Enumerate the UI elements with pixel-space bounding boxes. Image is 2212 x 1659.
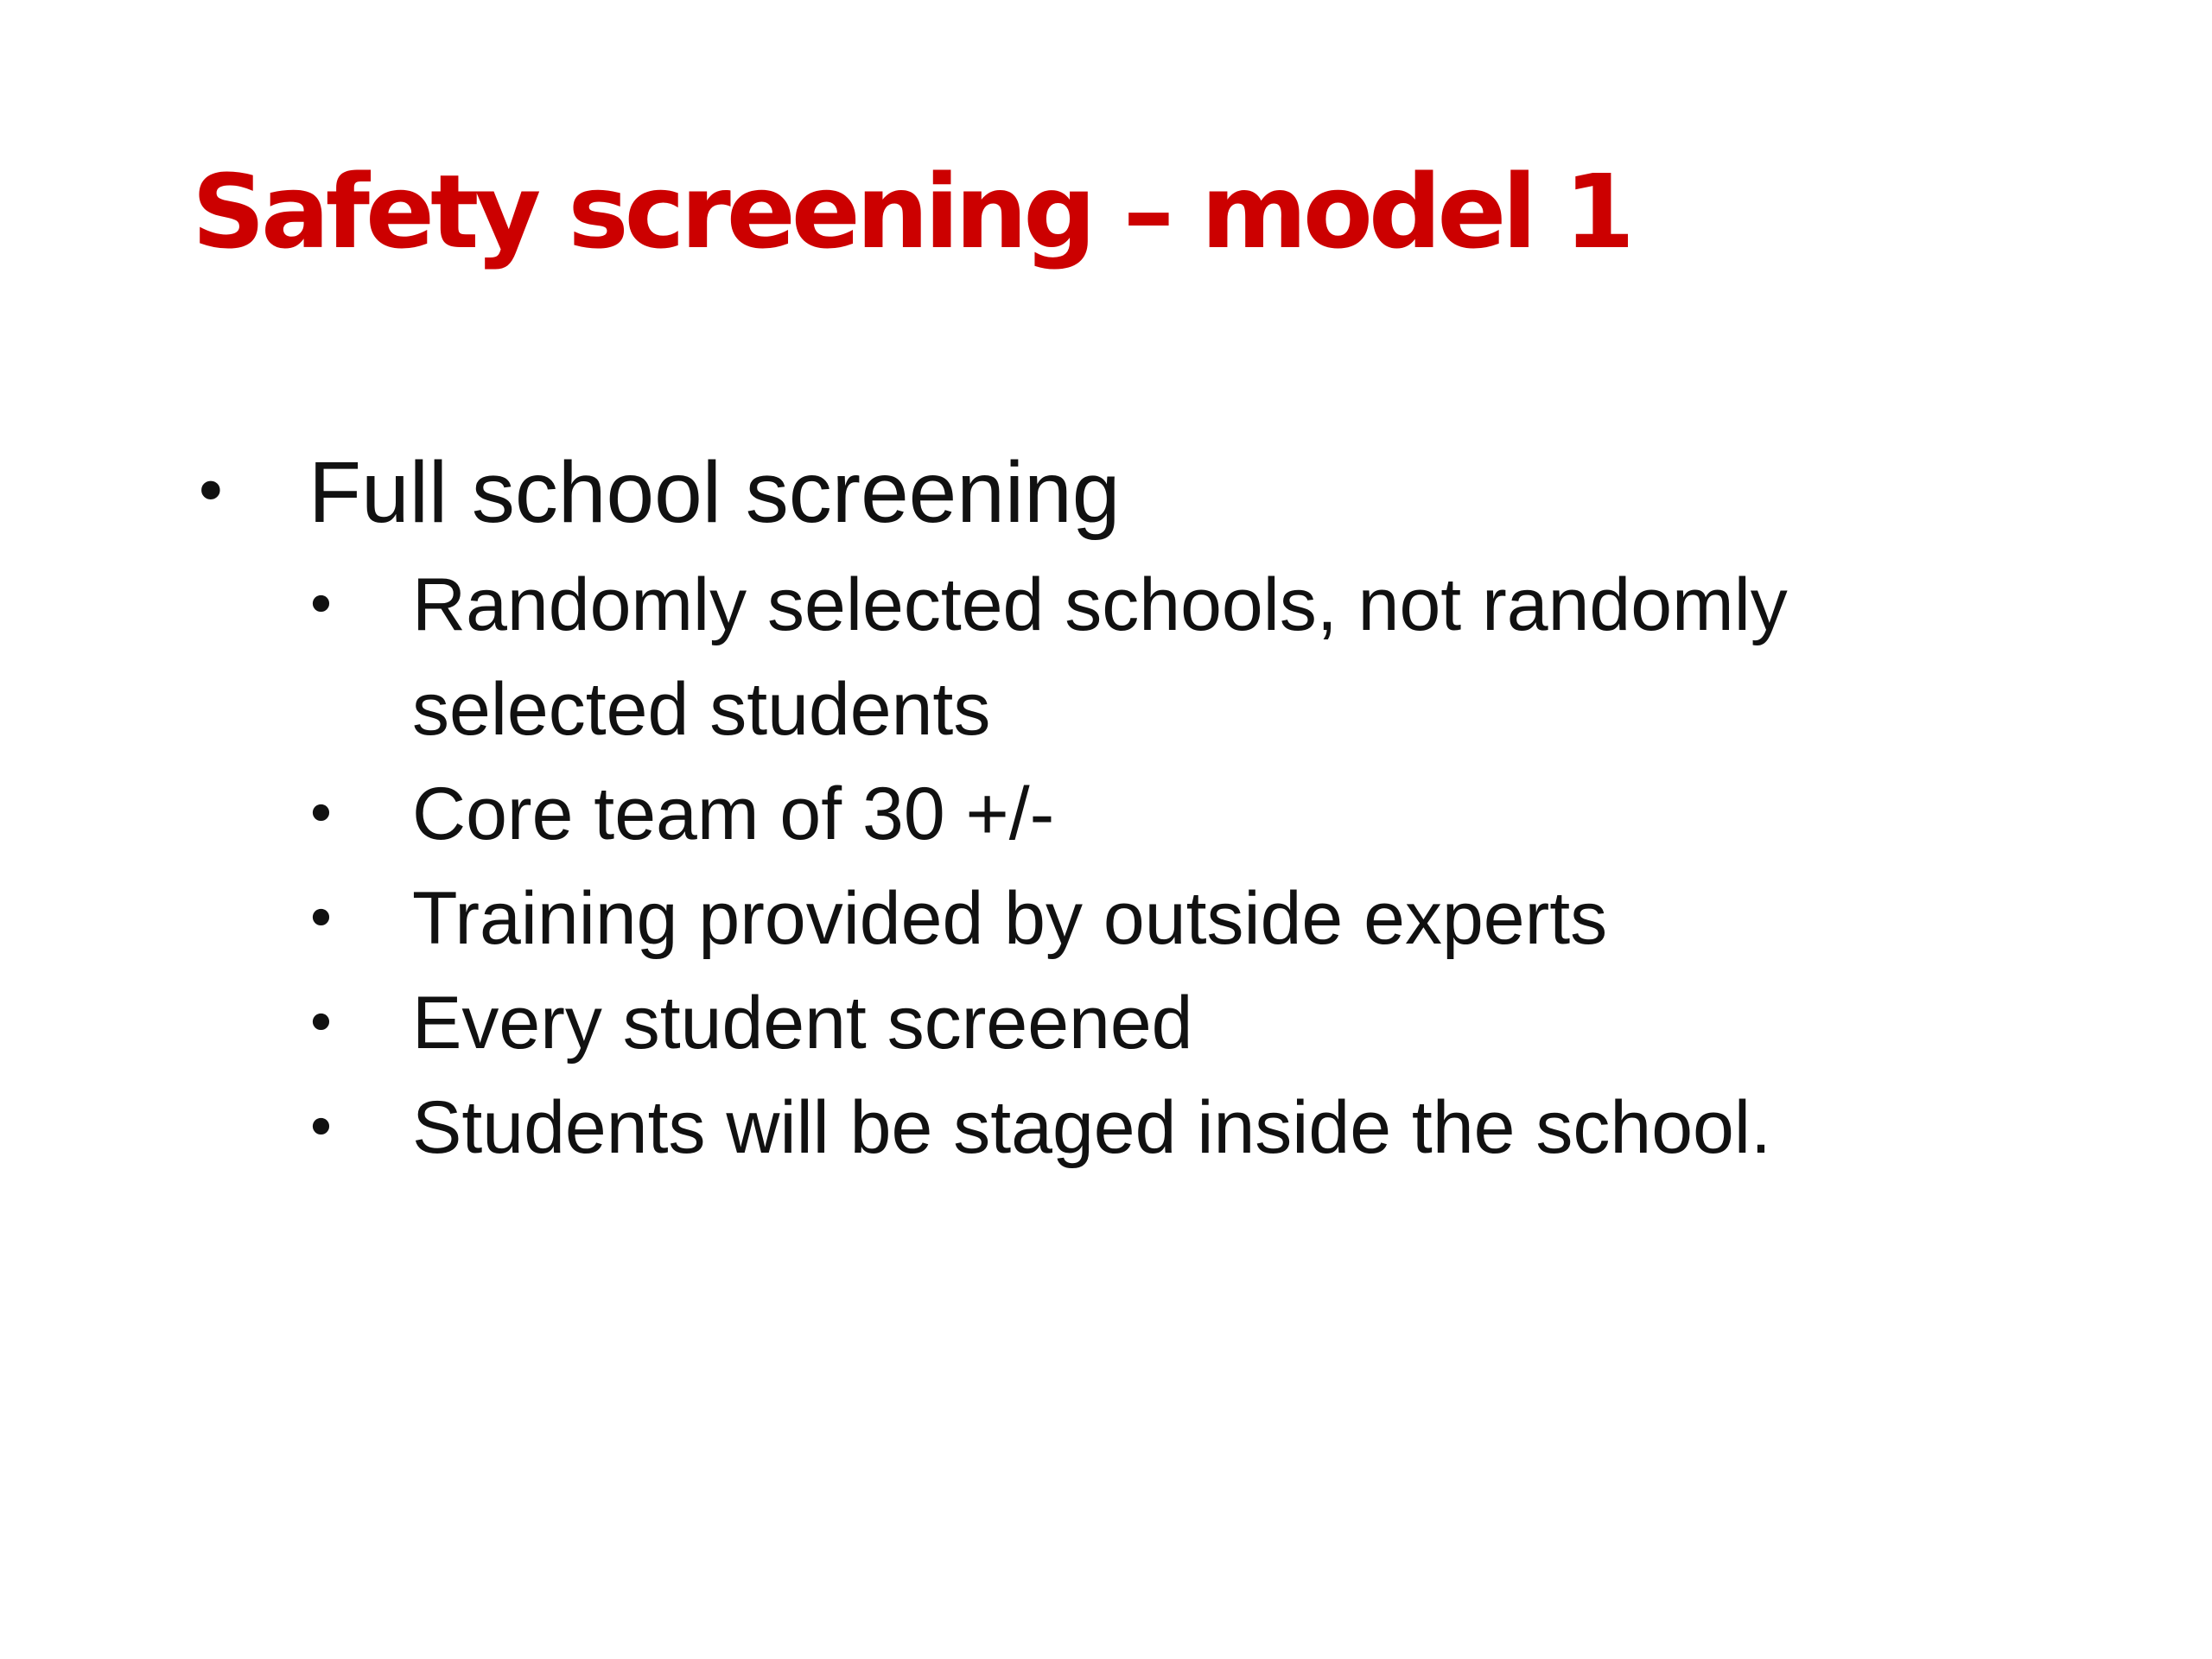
sub-bullet-line: Core team of 30 +/- [412,772,1055,855]
sub-bullet-icon: • [304,781,338,848]
sub-bullet-line: selected students [412,668,991,751]
slide-title: Safety screening – model 1 [192,152,1631,271]
sub-bullet-icon: • [304,572,338,639]
bullet-list [192,432,2093,1180]
sub-bullet-item-random-schools [304,553,2093,762]
sub-bullet-line: Randomly selected schools, not randomly [412,563,1788,646]
sub-bullet-icon: • [304,886,338,952]
sub-bullet-item-training [304,867,2093,971]
sub-bullet-line: Training provided by outside experts [412,877,1608,960]
bullet-item-full-school-screening [192,432,2093,553]
sub-bullet-item-staged-inside [304,1076,2093,1180]
sub-bullet-line: Every student screened [412,982,1193,1065]
sub-bullet-icon: • [304,1095,338,1161]
sub-bullet-item-core-team [304,762,2093,867]
sub-bullet-icon: • [304,990,338,1057]
bullet-icon: • [192,455,230,530]
sub-bullet-line: Students will be staged inside the school. [412,1086,1771,1169]
bullet-item-text: Full school screening [308,444,1121,541]
sub-bullet-item-every-student [304,971,2093,1076]
